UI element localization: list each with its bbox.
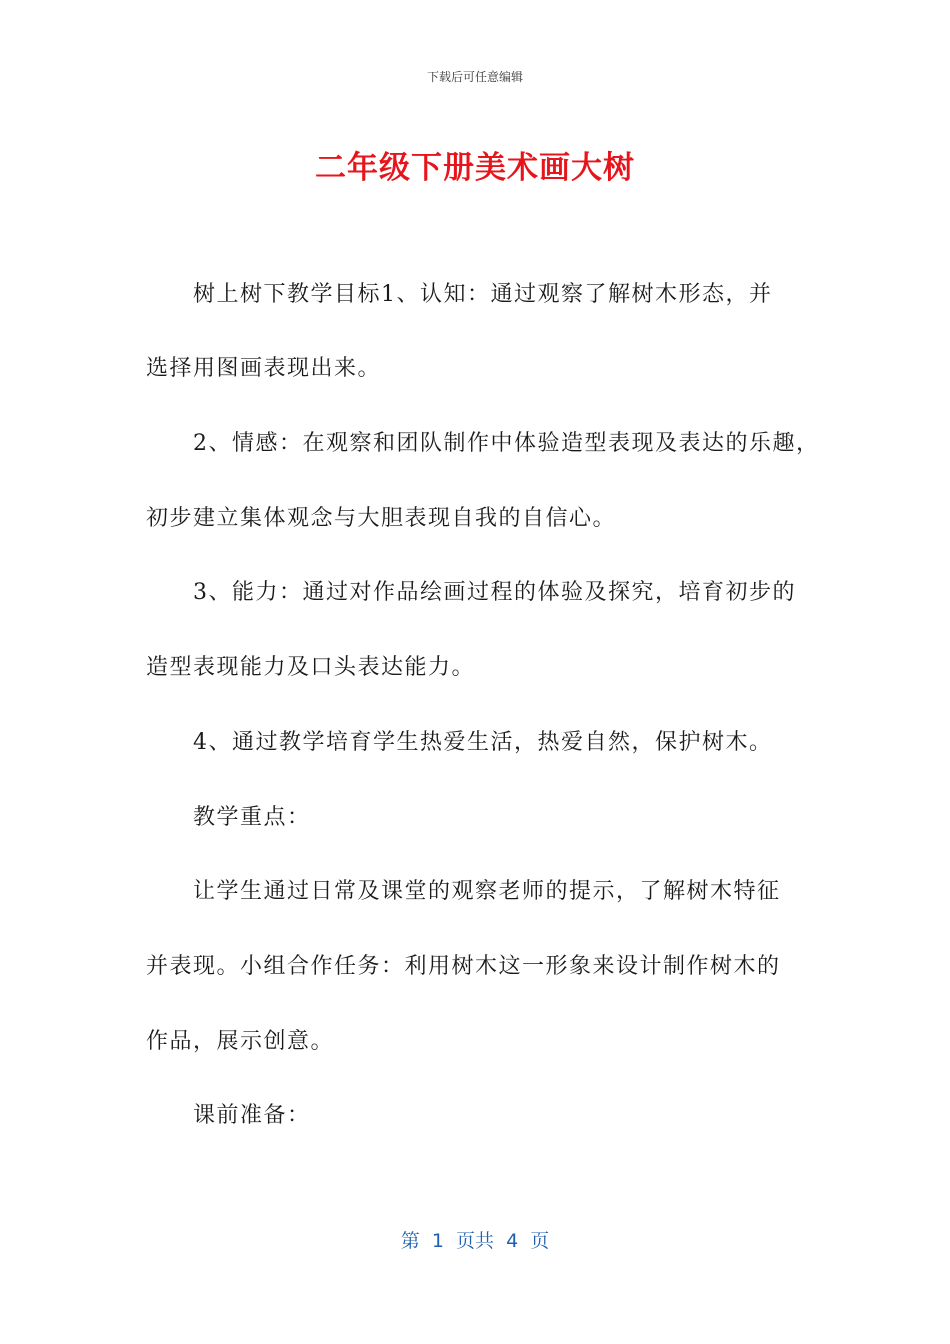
- paragraph-line: 3、能力：通过对作品绘画过程的体验及探究，培育初步的: [193, 580, 796, 605]
- paragraph-line: 树上树下教学目标1、认知：通过观察了解树木形态，并: [193, 282, 773, 307]
- document-title: 二年级下册美术画大树: [315, 150, 635, 186]
- paragraph-line: 让学生通过日常及课堂的观察老师的提示，了解树木特征: [193, 879, 781, 904]
- paragraph-line: 选择用图画表现出来。: [146, 356, 382, 381]
- paragraph-line: 2、情感：在观察和团队制作中体验造型表现及表达的乐趣，: [193, 431, 820, 456]
- paragraph-line: 初步建立集体观念与大胆表现自我的自信心。: [146, 506, 617, 531]
- paragraph-line: 造型表现能力及口头表达能力。: [146, 655, 476, 680]
- paragraph-line: 并表现。小组合作任务：利用树木这一形象来设计制作树木的: [146, 954, 781, 979]
- paragraph-line: 4、通过教学培育学生热爱生活，热爱自然，保护树木。: [193, 730, 773, 755]
- page-footer: 第 1 页共 4 页: [400, 1230, 550, 1252]
- paragraph-line: 作品，展示创意。: [146, 1029, 335, 1054]
- section-heading: 教学重点：: [193, 805, 311, 830]
- section-heading: 课前准备：: [193, 1103, 311, 1128]
- header-note: 下载后可任意编辑: [426, 70, 523, 84]
